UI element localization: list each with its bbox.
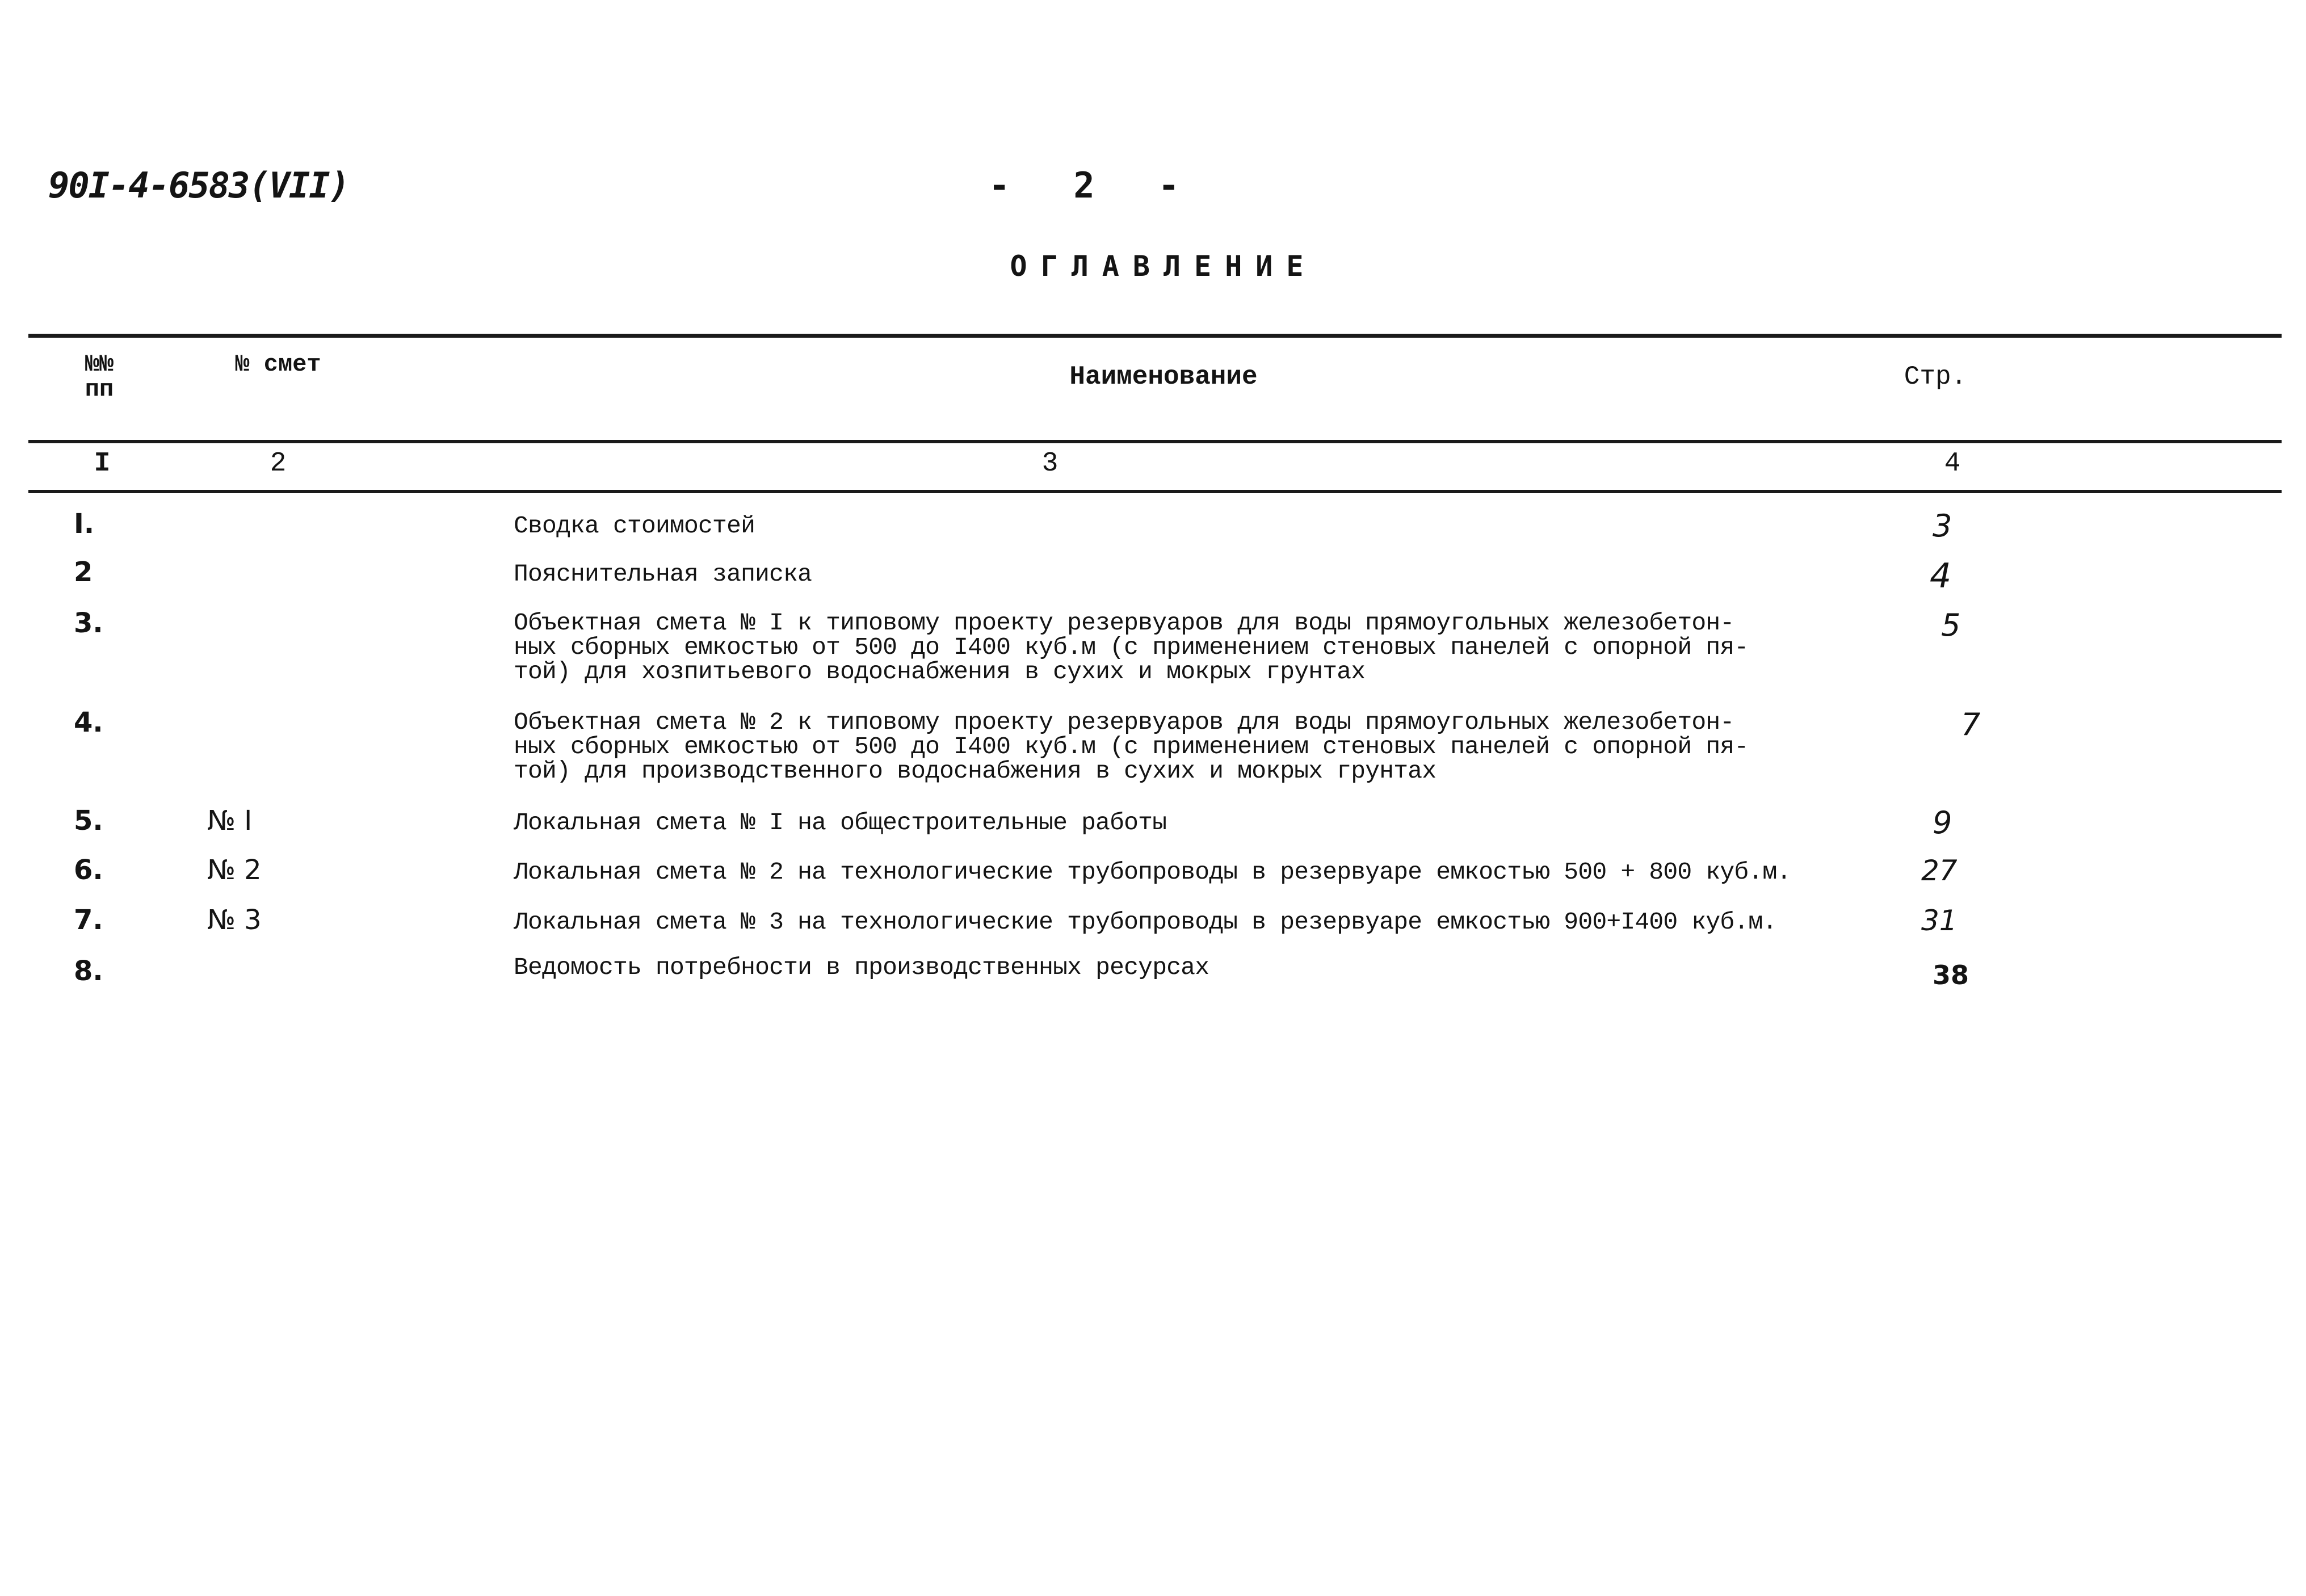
row-page: 27 xyxy=(1921,854,1958,887)
row-name: Объектная смета № 2 к типовому проекту резервуаров для воды прямоугольных железобетон- ных сборных емкостью от 500 до I400 куб.м (с применением стеновых панелей с опорной пя- той) для производственного водоснабжения в сухих и мокрых грунтах xyxy=(514,708,1749,785)
row-name: Ведомость потребности в производственных ресурсах xyxy=(514,954,1209,981)
row-number: 3. xyxy=(74,607,103,639)
column-number-1: I xyxy=(94,448,111,479)
row-number: 4. xyxy=(74,707,103,738)
row-page: 3 xyxy=(1933,508,1952,544)
row-page: 4 xyxy=(1930,556,1952,596)
row-estimate: № 2 xyxy=(207,854,262,886)
page-title: ОГЛАВЛЕНИЕ xyxy=(1010,250,1317,283)
row-name: Локальная смета № I на общестроительные работы xyxy=(514,809,1167,837)
column-number-2: 2 xyxy=(270,448,287,479)
row-estimate: № 3 xyxy=(207,904,262,936)
row-name: Пояснительная записка xyxy=(514,560,812,588)
row-page: 31 xyxy=(1921,904,1958,937)
table-numbering-rule xyxy=(28,490,2282,493)
row-name: Локальная смета № 2 на технологические трубопроводы в резервуаре емкостью 500 + 800 куб.м. xyxy=(514,858,1791,886)
column-header-estimate-number: № смет xyxy=(235,351,321,378)
row-page: 9 xyxy=(1933,805,1952,841)
column-number-3: 3 xyxy=(1041,448,1059,479)
column-header-item-number: №№ пп xyxy=(85,351,114,403)
column-header-name: Наименование xyxy=(1069,362,1258,392)
row-number: 7. xyxy=(74,904,103,936)
row-name: Сводка стоимостей xyxy=(514,512,755,540)
column-header-page: Стр. xyxy=(1904,362,1967,392)
row-number: 2 xyxy=(74,556,93,588)
row-page: 38 xyxy=(1933,960,1969,990)
row-page: 5 xyxy=(1941,607,1961,643)
row-number: I. xyxy=(74,508,95,540)
row-number: 8. xyxy=(74,955,103,987)
row-number: 6. xyxy=(74,854,103,886)
row-number: 5. xyxy=(74,805,103,837)
table-top-rule xyxy=(28,334,2282,338)
row-estimate: № I xyxy=(207,805,253,837)
row-name: Локальная смета № 3 на технологические трубопроводы в резервуаре емкостью 900+I400 куб.м. xyxy=(514,908,1777,936)
row-name: Объектная смета № I к типовому проекту резервуаров для воды прямоугольных железобетон- ных сборных емкостью от 500 до I400 куб.м (с применением стеновых панелей с опорной пя- той) для хозпитьевого водоснабжения в сухих и мокрых грунтах xyxy=(514,609,1749,686)
page-number: - 2 - xyxy=(989,165,1179,206)
row-page: 7 xyxy=(1961,707,1981,742)
column-number-4: 4 xyxy=(1944,448,1961,479)
table-header-rule xyxy=(28,440,2282,443)
document-code: 90I-4-6583(VII) xyxy=(48,165,349,206)
